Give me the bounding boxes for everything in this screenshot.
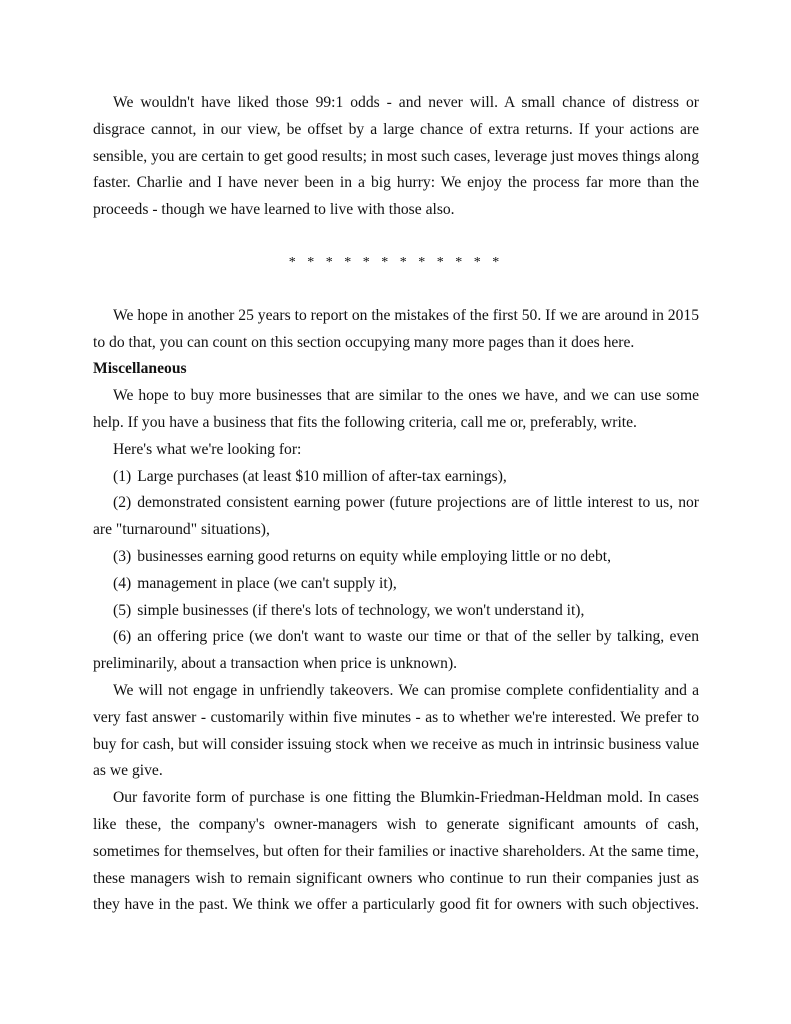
criteria-number: (5) [113, 601, 132, 619]
criteria-text: management in place (we can't supply it), [137, 574, 397, 592]
criteria-item [93, 464, 699, 491]
criteria-text: businesses earning good returns on equity while employing little or no debt, [137, 547, 611, 565]
criteria-number: (6) [113, 628, 132, 646]
paragraph-takeovers: We will not engage in unfriendly takeovers. We can promise complete confidentiality and a very fast answer - customarily within five minutes - as to whether we're interested. We prefer to buy for cash, but will consider issuing stock when we receive as much in intrinsic business value as we give. [93, 681, 699, 780]
criteria-number: (1) [113, 467, 132, 485]
section-heading-miscellaneous: Miscellaneous [93, 360, 187, 378]
criteria-item [93, 571, 699, 598]
criteria-item [93, 598, 699, 625]
criteria-item [93, 624, 699, 678]
paragraph-mistakes: We hope in another 25 years to report on the mistakes of the first 50. If we are around in 2015 to do that, you can count on this section occupying many more pages than it does here. [93, 306, 699, 351]
section-separator: * * * * * * * * * * * * [288, 254, 504, 270]
criteria-item [93, 490, 699, 544]
document-page [93, 90, 699, 919]
paragraph-odds: We wouldn't have liked those 99:1 odds - and never will. A small chance of distress or disgrace cannot, in our view, be offset by a large chance of extra returns. If your actions are sensible, you are certain to get good results; in most such cases, leverage just moves things along faster. Charlie and I have never been in a big hurry: We enjoy the process far more than the proceeds - though we have learned to live with those also. [93, 94, 699, 219]
criteria-item [93, 544, 699, 571]
criteria-number: (2) [113, 494, 132, 512]
paragraph-looking-for: Here's what we're looking for: [113, 440, 302, 458]
criteria-text: an offering price (we don't want to waste our time or that of the seller by talking, even preliminarily, about a transaction when price is unknown). [93, 628, 699, 673]
criteria-text: simple businesses (if there's lots of technology, we won't understand it), [137, 601, 585, 619]
criteria-text: demonstrated consistent earning power (future projections are of little interest to us, nor are "turnaround" situations), [93, 494, 699, 539]
paragraph-intro: We hope to buy more businesses that are similar to the ones we have, and we can use some help. If you have a business that fits the following criteria, call me or, preferably, write. [93, 387, 699, 431]
paragraph-favorite-form: Our favorite form of purchase is one fitting the Blumkin-Friedman-Heldman mold. In cases like these, the company's owner-managers wish to generate significant amounts of cash, sometimes for themselves, but often for their families or inactive shareholders. At the same time, these managers wish to remain significant owners who continue to run their companies just as they have in the past. We think we offer a particularly good fit for owners with such objectives. [93, 789, 699, 914]
criteria-number: (3) [113, 547, 132, 565]
criteria-number: (4) [113, 574, 132, 592]
criteria-text: Large purchases (at least $10 million of after-tax earnings), [137, 467, 507, 485]
criteria-list [93, 464, 699, 678]
